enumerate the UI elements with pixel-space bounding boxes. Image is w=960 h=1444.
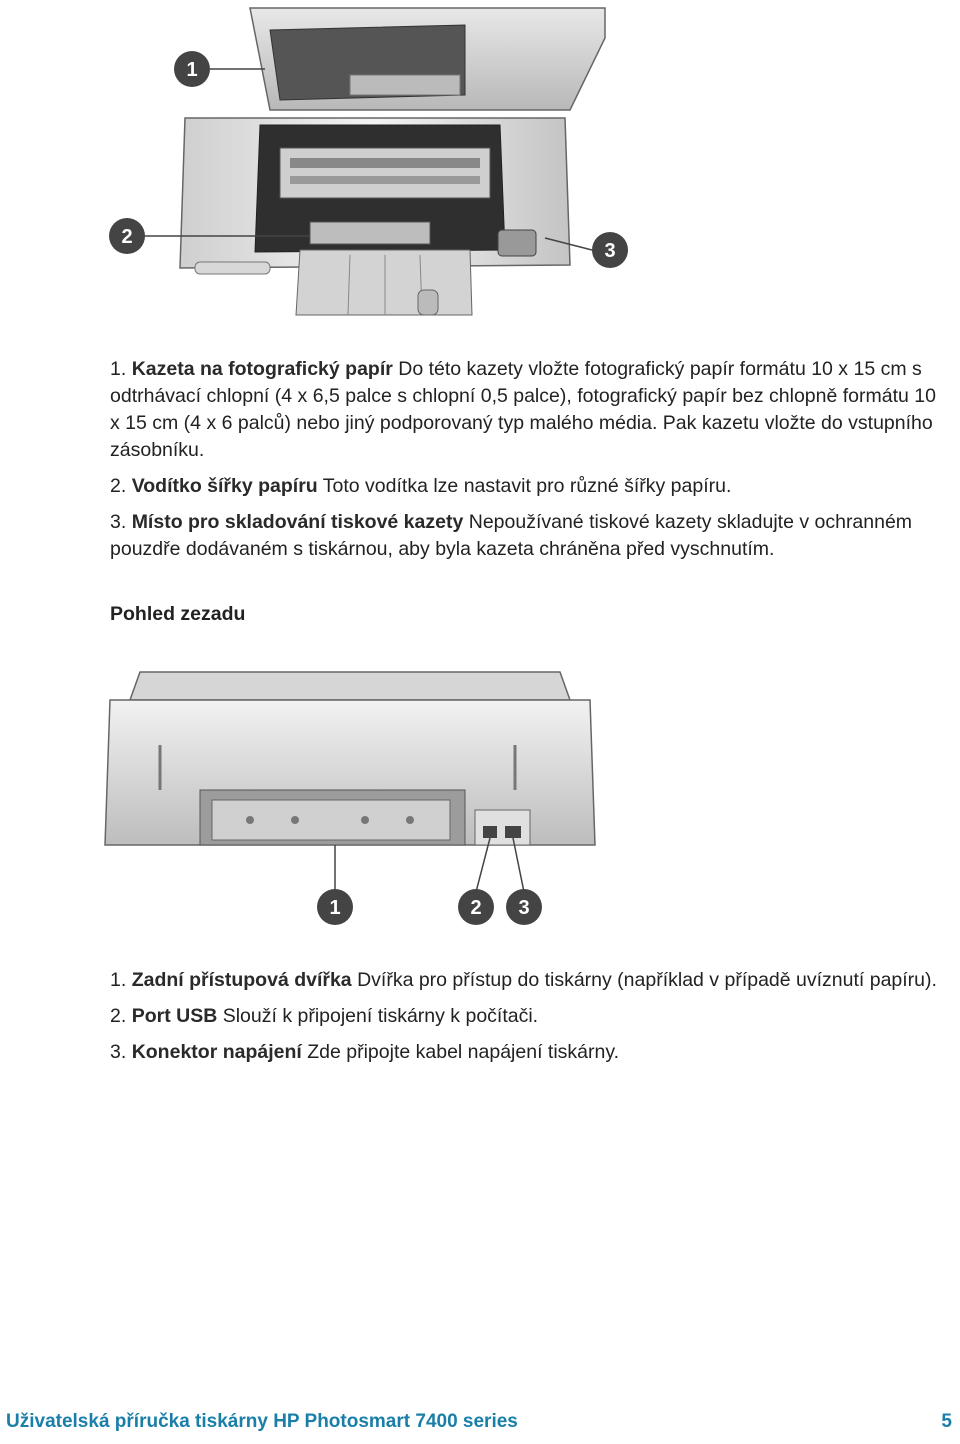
legend-description: Zde připojte kabel napájení tiskárny.	[307, 1041, 620, 1063]
legend-number: 1.	[110, 969, 127, 991]
legend-description: Toto vodítka lze nastavit pro různé šířky papíru.	[322, 475, 732, 497]
printer-rear-illustration	[100, 660, 620, 930]
svg-text:2: 2	[121, 226, 133, 248]
legend-item-power-connector	[110, 1039, 940, 1066]
legend-term: Konektor napájení	[131, 1041, 302, 1063]
legend-number: 3.	[110, 1041, 127, 1063]
footer-title: Uživatelská příručka tiskárny HP Photosmart 7400 series	[6, 1411, 518, 1432]
callout-1	[174, 51, 210, 87]
svg-text:1: 1	[329, 897, 341, 919]
svg-text:2: 2	[470, 897, 482, 919]
legend-item-paper-width-guide	[110, 473, 940, 500]
legend-number: 2.	[110, 475, 127, 497]
legend-term: Port USB	[131, 1005, 218, 1027]
legend-description: Slouží k připojení tiskárny k počítači.	[222, 1005, 539, 1027]
legend-item-photo-cassette	[110, 356, 940, 464]
svg-text:3: 3	[604, 240, 616, 262]
legend-item-cartridge-storage	[110, 509, 940, 563]
section-heading-rear-view: Pohled zezadu	[110, 603, 246, 625]
legend-term: Vodítko šířky papíru	[131, 475, 318, 497]
rear-callout-3-leader	[513, 838, 524, 892]
legend-item-rear-access-door	[110, 967, 940, 994]
legend-number: 2.	[110, 1005, 127, 1027]
legend-term: Kazeta na fotografický papír	[131, 358, 393, 380]
legend-number: 1.	[110, 358, 127, 380]
legend-number: 3.	[110, 511, 127, 533]
page-number: 5	[941, 1411, 952, 1432]
rear-view-legend	[110, 967, 940, 1075]
callout-3	[592, 232, 628, 268]
legend-item-usb-port	[110, 1003, 940, 1030]
svg-text:1: 1	[186, 59, 198, 81]
legend-term: Místo pro skladování tiskové kazety	[131, 511, 464, 533]
legend-term: Zadní přístupová dvířka	[131, 969, 352, 991]
legend-description: Dvířka pro přístup do tiskárny (například v případě uvíznutí papíru).	[357, 969, 937, 991]
rear-callout-3	[506, 889, 542, 925]
legend-description: Nepoužívané tiskové kazety skladujte v ochranném pouzdře dodávaném s tiskárnou, aby byla kazeta chráněna před vyschnutím.	[110, 511, 913, 560]
front-view-legend	[110, 356, 940, 572]
rear-callout-2-leader	[476, 838, 490, 892]
printer-front-illustration	[100, 0, 660, 320]
callout-2	[109, 218, 145, 254]
rear-callout-1	[317, 889, 353, 925]
legend-description: Do této kazety vložte fotografický papír formátu 10 x 15 cm s odtrhávací chlopní (4 x 6,5 palce s chlopní 0,5 palce), fotografický papír bez chlopně formátu 10 x 15 cm (4 x 6 palců) nebo jiný podporovaný typ malého média. Pak kazetu vložte do vstupního zásobníku.	[110, 358, 936, 461]
rear-callout-2	[458, 889, 494, 925]
svg-text:3: 3	[518, 897, 530, 919]
